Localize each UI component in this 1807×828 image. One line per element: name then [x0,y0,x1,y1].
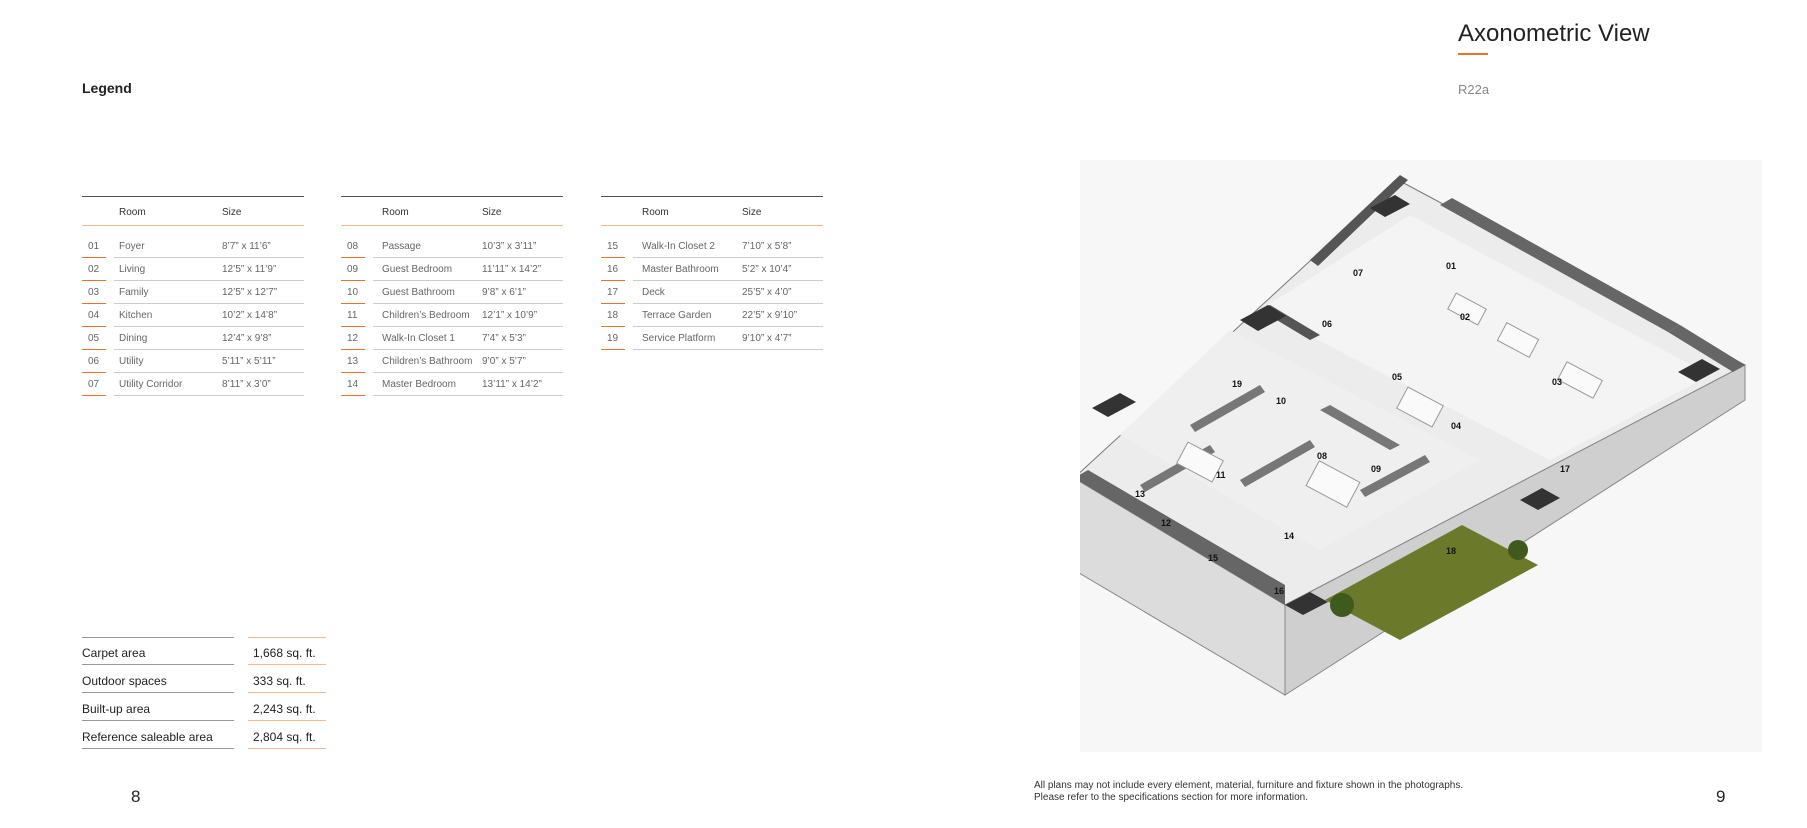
plan-label-12: 12 [1161,518,1172,528]
disclaimer-line-1: All plans may not include every element, material, furniture and fixture shown in the photographs. [1034,780,1464,791]
disclaimer [1034,780,1463,804]
page-number-left: 8 [131,787,141,806]
room-name: Kitchen [119,310,153,321]
table-row [82,373,304,396]
room-number: 17 [607,287,619,298]
room-size: 13’11” x 14’2” [482,379,542,390]
unit-code: R22a [1458,82,1490,97]
room-name: Living [119,264,146,275]
room-number: 06 [88,356,100,367]
room-name: Terrace Garden [642,310,712,321]
plan-label-13: 13 [1135,489,1146,499]
room-number: 09 [347,264,359,275]
table-row [341,258,563,281]
room-name: Children’s Bedroom [382,310,470,321]
area-label: Carpet area [82,646,146,660]
title-underline [1458,53,1488,55]
room-name: Children’s Bathroom [382,356,473,367]
area-row-outdoor [82,666,326,693]
area-row-saleable [82,722,326,749]
room-size: 11’11” x 14’2” [482,264,542,275]
col-size-header: Size [222,207,242,218]
room-name: Dining [119,333,148,344]
room-size: 7’10” x 5’8” [742,241,792,252]
legend-heading: Legend [82,80,132,96]
plan-label-05: 05 [1392,372,1403,382]
room-size: 10’2” x 14’8” [222,310,278,321]
room-name: Utility Corridor [119,379,183,390]
table-row [341,350,563,373]
table-row [82,304,304,327]
room-name: Walk-In Closet 1 [382,333,455,344]
table-row [601,304,823,327]
room-table [82,196,304,396]
table-row [601,258,823,281]
col-size-header: Size [482,207,502,218]
room-name: Utility [119,356,144,367]
room-table [601,196,823,350]
room-name: Foyer [119,241,145,252]
col-room-header: Room [119,207,146,218]
plan-label-15: 15 [1208,553,1219,563]
plan-label-01: 01 [1446,261,1457,271]
plan-label-04: 04 [1451,421,1462,431]
axonometric-floor-plan [1080,160,1762,752]
table-row [601,235,823,258]
room-size: 22’5” x 9’10” [742,310,798,321]
table-header [341,197,563,226]
plan-label-06: 06 [1322,319,1333,329]
room-name: Passage [382,241,421,252]
room-size: 5’11” x 5’11” [222,356,276,367]
plan-label-16: 16 [1274,586,1285,596]
room-size: 9’0” x 5’7” [482,356,526,367]
room-name: Guest Bathroom [382,287,455,298]
room-table [341,196,563,396]
area-row-built-up [82,694,326,721]
plan-label-02: 02 [1460,312,1471,322]
page-title: Axonometric View [1458,20,1650,47]
plan-label-14: 14 [1284,531,1295,541]
room-number: 13 [347,356,359,367]
room-number: 04 [88,310,100,321]
room-size: 12’5” x 11’9” [222,264,277,275]
room-number: 18 [607,310,619,321]
area-row-carpet [82,638,326,665]
area-value: 2,804 sq. ft. [253,730,316,744]
room-size: 12’5” x 12’7” [222,287,278,298]
room-name: Master Bathroom [642,264,719,275]
col-room-header: Room [382,207,409,218]
table-row [82,350,304,373]
room-name: Guest Bedroom [382,264,453,275]
table-header [601,197,823,226]
room-number: 08 [347,241,359,252]
room-size: 7’4” x 5’3” [482,333,526,344]
plan-label-18: 18 [1446,546,1457,556]
plan-label-07: 07 [1353,268,1364,278]
room-number: 15 [607,241,619,252]
area-label: Outdoor spaces [82,674,167,688]
plan-label-17: 17 [1560,464,1571,474]
plan-label-11: 11 [1216,470,1226,480]
table-header [82,197,304,226]
area-label: Built-up area [82,702,151,716]
table-row [341,235,563,258]
room-size: 5’2” x 10’4” [742,264,792,275]
plan-label-10: 10 [1276,396,1287,406]
room-size: 8’11” x 3’0” [222,379,271,390]
room-size: 12’1” x 10’9” [482,310,538,321]
table-row [82,235,304,258]
disclaimer-line-2: Please refer to the specifications section for more information. [1034,792,1309,803]
table-row [341,304,563,327]
room-size: 9’8” x 6’1” [482,287,526,298]
table-row [341,373,563,396]
room-name: Master Bedroom [382,379,456,390]
table-row [601,327,823,350]
room-number: 05 [88,333,100,344]
room-number: 11 [347,310,358,321]
room-name: Service Platform [642,333,716,344]
plan-label-03: 03 [1552,377,1563,387]
room-number: 10 [347,287,359,298]
plan-label-08: 08 [1317,451,1328,461]
room-size: 8’7” x 11’6” [222,241,271,252]
plan-label-19: 19 [1232,379,1243,389]
col-size-header: Size [742,207,762,218]
room-number: 12 [347,333,359,344]
area-label: Reference saleable area [82,730,213,744]
room-size: 9’10” x 4’7” [742,333,792,344]
area-value: 2,243 sq. ft. [253,702,316,716]
room-name: Family [119,287,149,298]
plan-label-09: 09 [1371,464,1382,474]
room-size: 12’4” x 9’8” [222,333,272,344]
table-row [601,281,823,304]
table-row [82,258,304,281]
table-row [341,327,563,350]
area-value: 1,668 sq. ft. [253,646,316,660]
area-value: 333 sq. ft. [253,674,306,688]
room-name: Deck [642,287,665,298]
room-size: 25’5” x 4’0” [742,287,792,298]
table-row [341,281,563,304]
room-number: 19 [607,333,619,344]
room-number: 16 [607,264,619,275]
room-name: Walk-In Closet 2 [642,241,715,252]
room-number: 01 [88,241,100,252]
table-row [82,327,304,350]
room-number: 03 [88,287,100,298]
room-size: 10’3” x 3’11” [482,241,537,252]
room-number: 02 [88,264,100,275]
col-room-header: Room [642,207,669,218]
room-number: 07 [88,379,100,390]
table-row [82,281,304,304]
room-number: 14 [347,379,359,390]
page-number-right: 9 [1716,787,1726,806]
